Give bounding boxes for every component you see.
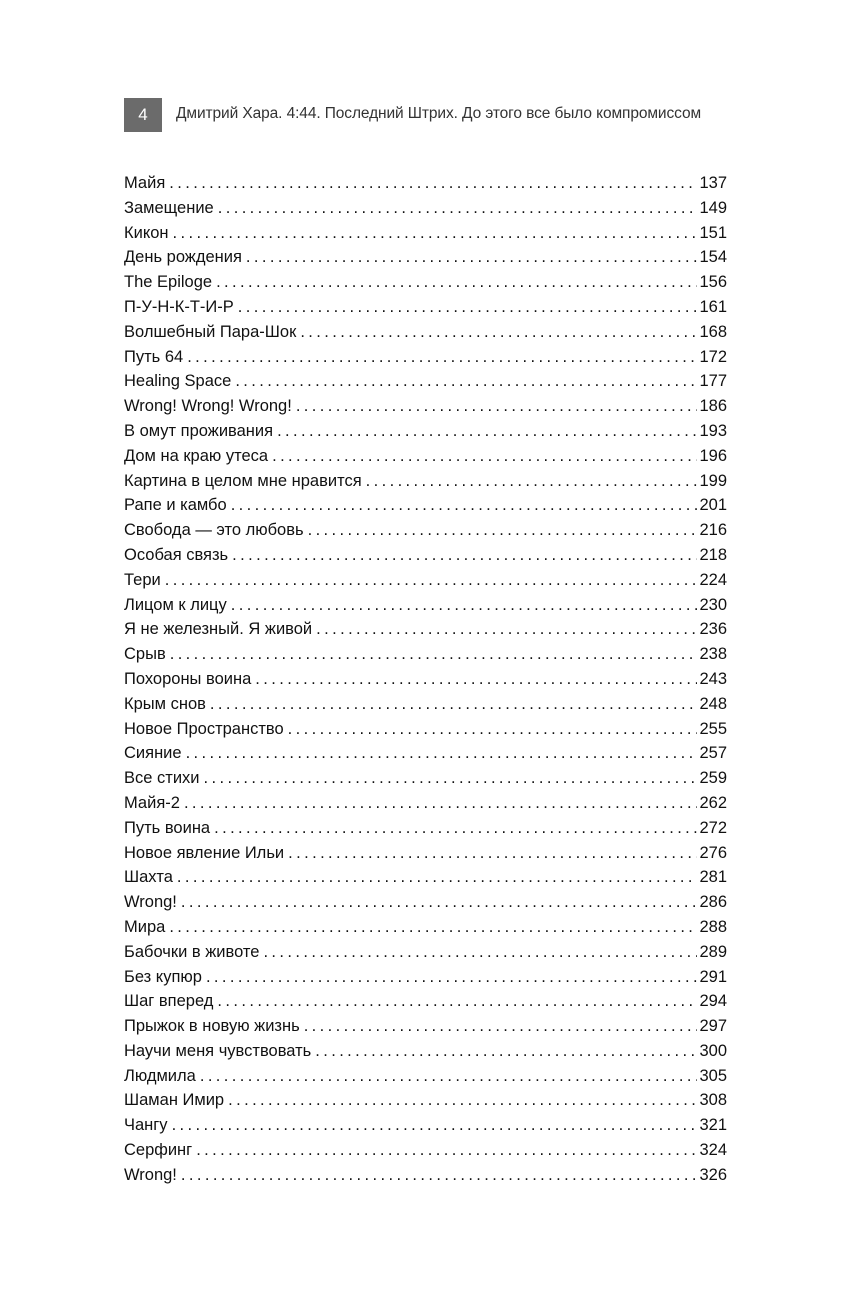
- toc-entry-title: Путь 64: [124, 348, 187, 367]
- toc-entry-page: 272: [699, 818, 727, 837]
- dot-leader: [308, 521, 698, 540]
- dot-leader: [217, 992, 697, 1011]
- toc-entry-title: Лицом к лицу: [124, 596, 231, 615]
- toc-entry-page: 243: [699, 669, 727, 688]
- toc-entry: [124, 943, 727, 968]
- dot-leader: [366, 472, 698, 491]
- toc-entry-page: 308: [699, 1091, 727, 1110]
- toc-entry: [124, 720, 727, 745]
- toc-entry-title: Картина в целом мне нравится: [124, 472, 366, 491]
- toc-entry-page: 291: [699, 967, 727, 986]
- dot-leader: [169, 174, 697, 193]
- dot-leader: [170, 645, 698, 664]
- toc-entry-title: Wrong!: [124, 1166, 181, 1185]
- toc-entry-page: 230: [699, 595, 727, 614]
- dot-leader: [173, 224, 698, 243]
- toc-entry: [124, 670, 727, 695]
- toc-entry-title: Бабочки в животе: [124, 943, 263, 962]
- toc-entry-page: 286: [699, 893, 727, 912]
- toc-entry: [124, 918, 727, 943]
- toc-entry-page: 300: [699, 1041, 727, 1060]
- toc-entry-title: День рождения: [124, 248, 246, 267]
- toc-entry-page: 196: [699, 446, 727, 465]
- toc-entry-page: 186: [699, 397, 727, 416]
- toc-entry-title: Новое Пространство: [124, 720, 288, 739]
- toc-entry-title: Научи меня чувствовать: [124, 1042, 315, 1061]
- toc-entry-page: 255: [699, 719, 727, 738]
- toc-entry-page: 248: [699, 694, 727, 713]
- toc-entry: [124, 819, 727, 844]
- dot-leader: [165, 571, 698, 590]
- dot-leader: [232, 546, 697, 565]
- toc-entry: [124, 397, 727, 422]
- toc-entry: [124, 447, 727, 472]
- dot-leader: [255, 670, 697, 689]
- dot-leader: [300, 323, 697, 342]
- toc-entry: [124, 1042, 727, 1067]
- toc-entry: [124, 174, 727, 199]
- dot-leader: [235, 372, 697, 391]
- toc-entry-page: 154: [699, 248, 727, 267]
- dot-leader: [184, 794, 698, 813]
- running-title: Дмитрий Хара. 4:44. Последний Штрих. До этого все было компромиссом: [176, 105, 702, 122]
- toc-entry: [124, 596, 727, 621]
- toc-entry: [124, 794, 727, 819]
- toc-entry-title: В омут проживания: [124, 422, 277, 441]
- dot-leader: [204, 769, 698, 788]
- toc-entry: [124, 893, 727, 918]
- toc-entry-title: Шаман Имир: [124, 1091, 228, 1110]
- toc-entry: [124, 695, 727, 720]
- toc-entry-page: 281: [699, 868, 727, 887]
- toc-entry-title: Wrong! Wrong! Wrong!: [124, 397, 296, 416]
- toc-entry-page: 149: [699, 198, 727, 217]
- dot-leader: [288, 720, 698, 739]
- toc-entry: [124, 1091, 727, 1116]
- dot-leader: [228, 1091, 697, 1110]
- toc-entry: [124, 372, 727, 397]
- toc-entry-page: 168: [699, 322, 727, 341]
- toc-entry-page: 161: [699, 297, 727, 316]
- toc-entry-title: Срыв: [124, 645, 170, 664]
- toc-entry-title: Кикон: [124, 224, 173, 243]
- toc-entry-page: 216: [699, 521, 727, 540]
- dot-leader: [169, 918, 697, 937]
- toc-entry-title: Похороны воина: [124, 670, 255, 689]
- toc-entry: [124, 248, 727, 273]
- dot-leader: [288, 844, 697, 863]
- toc-entry-title: Путь воина: [124, 819, 214, 838]
- toc-entry-title: Дом на краю утеса: [124, 447, 272, 466]
- toc-entry: [124, 224, 727, 249]
- dot-leader: [246, 248, 698, 267]
- toc-entry-title: Wrong!: [124, 893, 181, 912]
- toc-entry-page: 201: [699, 496, 727, 515]
- toc-entry-page: 156: [699, 273, 727, 292]
- dot-leader: [231, 596, 698, 615]
- dot-leader: [216, 273, 697, 292]
- toc-entry: [124, 1116, 727, 1141]
- dot-leader: [181, 893, 698, 912]
- toc-entry-page: 321: [699, 1116, 727, 1135]
- dot-leader: [238, 298, 698, 317]
- toc-entry: [124, 521, 727, 546]
- toc-entry-title: Крым снов: [124, 695, 210, 714]
- dot-leader: [186, 744, 698, 763]
- toc-entry-page: 276: [699, 843, 727, 862]
- toc-entry: [124, 323, 727, 348]
- toc-entry-page: 324: [699, 1141, 727, 1160]
- toc-entry: [124, 744, 727, 769]
- toc-entry-page: 238: [699, 645, 727, 664]
- toc-entry-page: 305: [699, 1066, 727, 1085]
- toc-entry-title: Тери: [124, 571, 165, 590]
- toc-entry-page: 262: [699, 793, 727, 812]
- toc-entry-title: Новое явление Ильи: [124, 844, 288, 863]
- dot-leader: [172, 1116, 698, 1135]
- dot-leader: [218, 199, 698, 218]
- toc-entry: [124, 992, 727, 1017]
- toc-entry-title: The Epiloge: [124, 273, 216, 292]
- toc-entry-page: 236: [699, 620, 727, 639]
- toc-entry-title: Рапе и камбо: [124, 496, 231, 515]
- toc-entry: [124, 496, 727, 521]
- dot-leader: [277, 422, 697, 441]
- dot-leader: [206, 968, 698, 987]
- toc-entry-title: Людмила: [124, 1067, 200, 1086]
- toc-entry-title: Прыжок в новую жизнь: [124, 1017, 304, 1036]
- toc-entry-title: Шаг вперед: [124, 992, 217, 1011]
- toc-entry-title: Шахта: [124, 868, 177, 887]
- toc-entry-page: 259: [699, 769, 727, 788]
- page-number: 4: [124, 98, 162, 132]
- toc-entry: [124, 1166, 727, 1191]
- toc-entry-page: 199: [699, 471, 727, 490]
- toc-entry-page: 257: [699, 744, 727, 763]
- toc-entry-page: 177: [699, 372, 727, 391]
- dot-leader: [263, 943, 697, 962]
- toc-entry-page: 172: [699, 347, 727, 366]
- dot-leader: [316, 620, 697, 639]
- toc-entry: [124, 844, 727, 869]
- toc-entry: [124, 472, 727, 497]
- toc-entry-title: Свобода — это любовь: [124, 521, 308, 540]
- toc-entry: [124, 1017, 727, 1042]
- toc-entry-page: 218: [699, 545, 727, 564]
- toc-entry: [124, 422, 727, 447]
- dot-leader: [181, 1166, 698, 1185]
- toc-entry-title: Без купюр: [124, 968, 206, 987]
- table-of-contents: [124, 174, 727, 1191]
- dot-leader: [304, 1017, 698, 1036]
- toc-entry-title: Я не железный. Я живой: [124, 620, 316, 639]
- dot-leader: [187, 348, 697, 367]
- toc-entry: [124, 298, 727, 323]
- dot-leader: [214, 819, 697, 838]
- toc-entry-page: 137: [699, 174, 727, 192]
- toc-entry-title: Healing Space: [124, 372, 235, 391]
- dot-leader: [272, 447, 697, 466]
- toc-entry-page: 297: [699, 1017, 727, 1036]
- toc-entry: [124, 1067, 727, 1092]
- toc-entry-title: Мира: [124, 918, 169, 937]
- toc-entry-title: Сияние: [124, 744, 186, 763]
- dot-leader: [231, 496, 698, 515]
- dot-leader: [200, 1067, 698, 1086]
- toc-entry: [124, 348, 727, 373]
- toc-entry-title: Чангу: [124, 1116, 172, 1135]
- toc-entry-title: Майя-2: [124, 794, 184, 813]
- toc-entry-title: Майя: [124, 174, 169, 193]
- toc-entry: [124, 199, 727, 224]
- toc-entry: [124, 620, 727, 645]
- toc-entry: [124, 546, 727, 571]
- toc-entry-page: 224: [699, 570, 727, 589]
- toc-entry: [124, 645, 727, 670]
- dot-leader: [296, 397, 698, 416]
- toc-entry-title: Замещение: [124, 199, 218, 218]
- toc-entry-page: 326: [699, 1165, 727, 1184]
- toc-entry: [124, 273, 727, 298]
- toc-entry: [124, 1141, 727, 1166]
- toc-entry-page: 289: [699, 942, 727, 961]
- dot-leader: [177, 868, 698, 887]
- toc-entry: [124, 769, 727, 794]
- toc-entry-page: 151: [699, 223, 727, 242]
- toc-entry-title: Серфинг: [124, 1141, 196, 1160]
- toc-entry-page: 294: [699, 992, 727, 1011]
- toc-entry-title: Все стихи: [124, 769, 204, 788]
- toc-entry: [124, 968, 727, 993]
- toc-entry-title: Особая связь: [124, 546, 232, 565]
- dot-leader: [210, 695, 698, 714]
- toc-entry: [124, 868, 727, 893]
- dot-leader: [315, 1042, 697, 1061]
- toc-entry-page: 288: [699, 917, 727, 936]
- toc-entry-page: 193: [699, 421, 727, 440]
- dot-leader: [196, 1141, 697, 1160]
- toc-entry-title: П-У-Н-К-Т-И-Р: [124, 298, 238, 317]
- toc-entry-title: Волшебный Пара-Шок: [124, 323, 300, 342]
- toc-entry: [124, 571, 727, 596]
